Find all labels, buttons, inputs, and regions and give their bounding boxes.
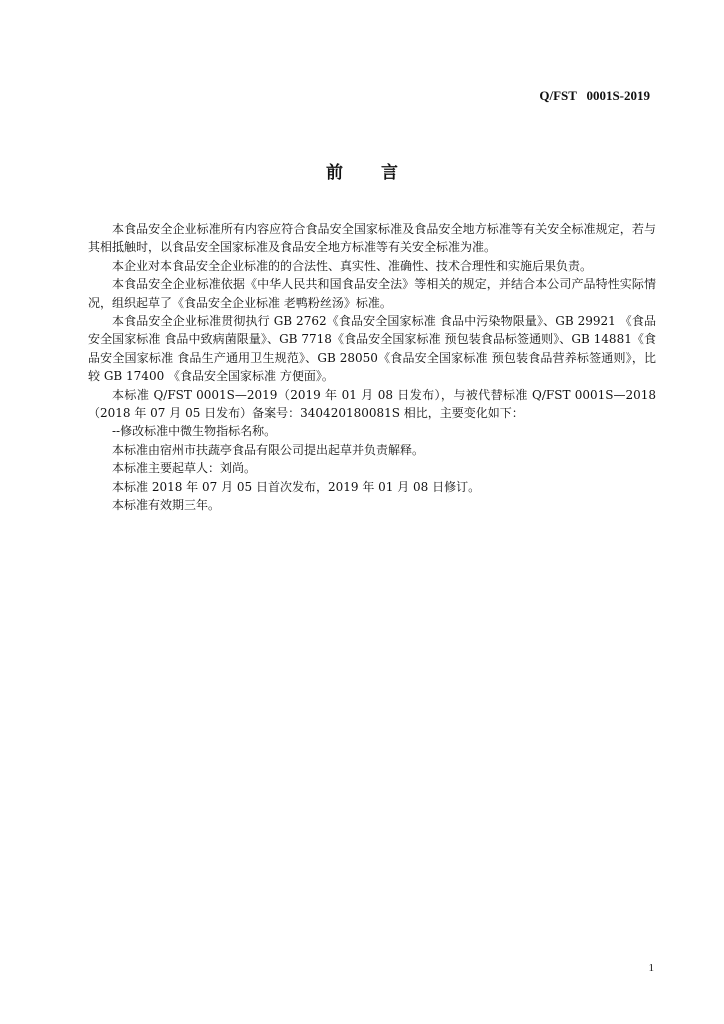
paragraph-replacement: 本标准 Q/FST 0001S—2019（2019 年 01 月 08 日发布），与被代替标准 Q/FST 0001S—2018（2018 年 07 月 05 日发布）备案号：340420180081S 相比，主要变化如下： [88,387,656,421]
paragraph-validity: 本标准有效期三年。 [112,498,221,513]
page-number: 1 [648,962,654,974]
paragraph-changes: --修改标准中微生物指标名称。 [112,424,277,439]
paragraph-proposer: 本标准由宿州市扶蔬亭食品有限公司提出起草并负责解释。 [112,442,425,457]
paragraph-basis: 本食品安全企业标准依据《中华人民共和国食品安全法》等相关的规定，并结合本公司产品特性实际情况，组织起草了《食品安全企业标准 老鸭粉丝汤》标准。 [88,277,656,310]
document-code: Q/FST 0001S-2019 [539,88,650,103]
foreword-body [88,220,656,515]
paragraph-compliance: 本食品安全企业标准所有内容应符合食品安全国家标准及食品安全地方标准等有关安全标准规定，若与其相抵触时，以食品安全国家标准及食品安全地方标准等有关安全标准为准。 [88,222,656,255]
paragraph-drafter: 本标准主要起草人：刘尚。 [112,461,257,476]
paragraph-referenced-standards: 本食品安全企业标准贯彻执行 GB 2762《食品安全国家标准 食品中污染物限量》、GB 29921 《食品安全国家标准 食品中致病菌限量》、GB 7718《食品安全国家标准 预包装食品标签通则》、GB 14881《食品安全国家标准 食品生产通用卫生规范》、GB 28050《食品安全国家标准 预包装食品营养标签通则》，比较 GB 17400 《食品安全国家标准 方便面》。 [88,314,656,384]
paragraph-responsibility: 本企业对本食品安全企业标准的的合法性、真实性、准确性、技术合理性和实施后果负责。 [112,258,593,273]
page-title: 前言 [326,163,436,183]
paragraph-release-dates: 本标准 2018 年 07 月 05 日首次发布，2019 年 01 月 08 日修订。 [112,479,481,494]
